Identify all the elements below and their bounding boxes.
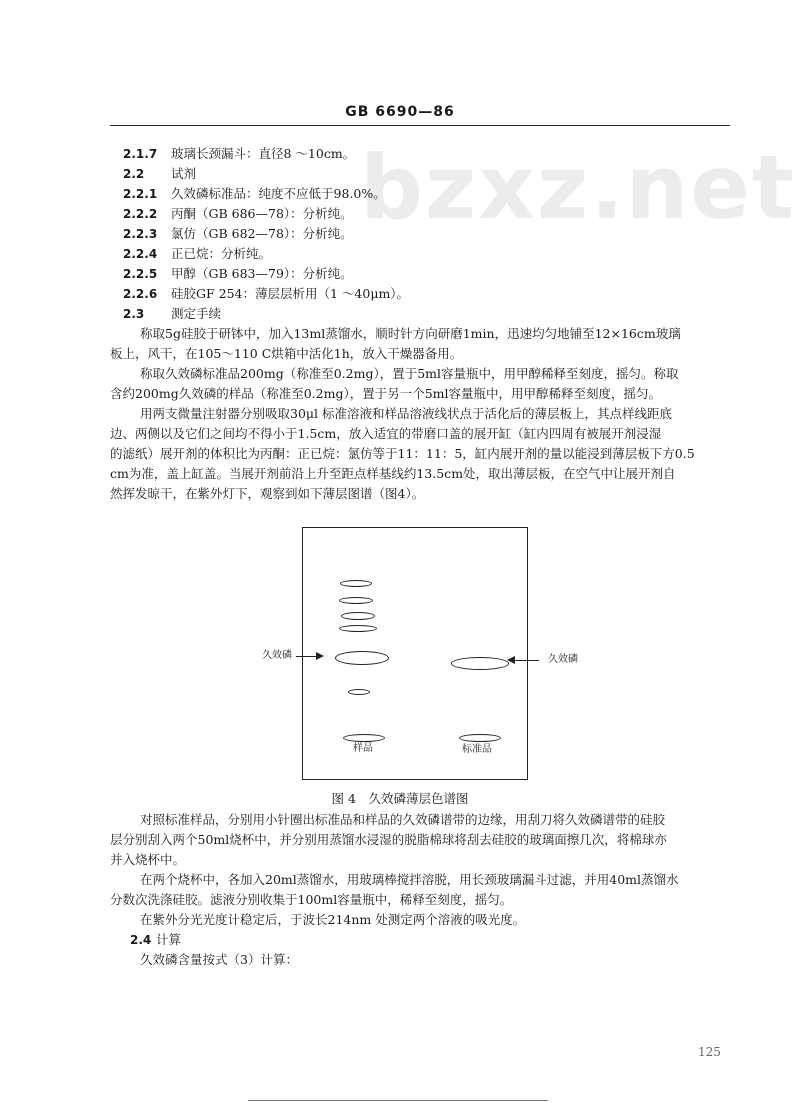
item-2-3 xyxy=(123,304,221,324)
right-arrow xyxy=(513,660,539,661)
section-title: 计算 xyxy=(156,932,182,947)
header-rule xyxy=(110,125,730,126)
item-number: 2.2.1 xyxy=(123,187,158,201)
procedure-line: 的滤纸）展开剂的体积比为丙酮：正已烷：氯仿等于11：11：5，缸内展开剂的量以能浸到薄层板下方0.5 xyxy=(110,446,695,461)
item-number: 2.3 xyxy=(123,307,145,321)
item-2-2-4 xyxy=(123,244,271,264)
procedure-line: 含约200mg久效磷的样品（称准至0.2mg），置于另一个5ml容量瓶中，用甲醇稀释至刻度，摇匀。 xyxy=(110,386,662,401)
item-text: 试剂 xyxy=(171,166,197,181)
left-arrow xyxy=(296,656,318,657)
section-2-4 xyxy=(130,930,181,950)
item-2-2-6 xyxy=(123,284,409,304)
procedure-line: 层分别刮入两个50ml烧杯中，并分别用蒸馏水浸湿的脱脂棉球将刮去硅胶的玻璃面擦几次，将棉球亦 xyxy=(110,832,667,847)
item-number: 2.2.4 xyxy=(123,247,158,261)
sample-lane-label: 样品 xyxy=(353,743,373,754)
procedure-line: 对照标准样品，分别用小针圈出标准品和样品的久效磷谱带的边缘，用刮刀将久效磷谱带的硅胶 xyxy=(140,812,666,827)
item-text: 硅胶GF 254：薄层层析用（1 ～40μm）。 xyxy=(171,286,410,301)
item-text: 氯仿（GB 682—78）：分析纯。 xyxy=(171,226,353,241)
bottom-rule xyxy=(248,1100,548,1101)
sample-monocrotophos-spot xyxy=(335,651,389,665)
item-2-2-3 xyxy=(123,224,353,244)
procedure-line: cm为准，盖上缸盖。当展开剂前沿上升至距点样基线约13.5cm处，取出薄层板，在空气中让展开剂自 xyxy=(110,466,676,481)
standard-code-header: GB 6690—86 xyxy=(345,104,455,120)
sample-spot xyxy=(341,612,375,620)
item-text: 玻璃长颈漏斗：直径8 ～10cm。 xyxy=(171,146,356,161)
left-arrow-head xyxy=(316,652,324,660)
item-2-2-1 xyxy=(123,184,386,204)
procedure-line: 在两个烧杯中，各加入20ml蒸馏水，用玻璃棒搅拌溶脱，用长颈玻璃漏斗过滤，并用40ml蒸馏水 xyxy=(140,872,679,887)
item-2-2-2 xyxy=(123,204,353,224)
item-text: 丙酮（GB 686—78）：分析纯。 xyxy=(171,206,353,221)
item-text: 甲醇（GB 683—79）：分析纯。 xyxy=(171,266,353,281)
sample-baseline-spot xyxy=(343,734,385,742)
item-2-1-7 xyxy=(123,144,355,164)
procedure-line: 分数次洗涤硅胶。滤液分别收集于100ml容量瓶中，稀释至刻度，摇匀。 xyxy=(110,892,513,907)
sample-spot xyxy=(348,689,370,695)
item-text: 正已烷：分析纯。 xyxy=(171,246,272,261)
sample-spot xyxy=(339,625,377,632)
procedure-line: 称取久效磷标准品200mg（称准至0.2mg），置于5ml容量瓶中，用甲醇稀释至刻度，摇匀。称取 xyxy=(140,366,679,381)
item-number: 2.2.3 xyxy=(123,227,158,241)
procedure-line: 称取5g硅胶于研钵中，加入13ml蒸馏水，顺时针方向研磨1min，迅速均匀地铺至12×16cm玻璃 xyxy=(140,326,681,341)
standard-monocrotophos-spot xyxy=(451,657,509,670)
sample-spot xyxy=(340,580,372,587)
item-text: 久效磷标准品：纯度不应低于98.0%。 xyxy=(171,186,386,201)
section-number: 2.4 xyxy=(130,933,152,947)
right-monocrotophos-label: 久效磷 xyxy=(548,654,578,665)
item-number: 2.1.7 xyxy=(123,147,158,161)
left-monocrotophos-label: 久效磷 xyxy=(262,650,292,661)
formula-intro: 久效磷含量按式（3）计算： xyxy=(140,952,298,967)
watermark: bzxz.net xyxy=(360,136,797,239)
sample-spot xyxy=(339,597,373,604)
standard-baseline-spot xyxy=(459,734,501,742)
procedure-line: 板上，风干，在105～110 C烘箱中活化1h，放入干燥器备用。 xyxy=(110,346,463,361)
item-number: 2.2.5 xyxy=(123,267,158,281)
figure-caption: 图 4 久效磷薄层色谱图 xyxy=(331,791,469,806)
item-2-2 xyxy=(123,164,196,184)
page-number: 125 xyxy=(698,1045,721,1059)
procedure-line: 边、两侧以及它们之间均不得小于1.5cm，放入适宜的带磨口盖的展开缸（缸内四周有被展开剂浸湿 xyxy=(110,426,662,441)
item-number: 2.2.2 xyxy=(123,207,158,221)
procedure-line: 用两支微量注射器分别吸取30μl 标准溶液和样品溶液线状点于活化后的薄层板上，其点样线距底 xyxy=(140,406,673,421)
item-number: 2.2 xyxy=(123,167,145,181)
item-2-2-5 xyxy=(123,264,353,284)
standard-lane-label: 标准品 xyxy=(462,744,492,755)
procedure-line: 然挥发晾干，在紫外灯下，观察到如下薄层图谱（图4）。 xyxy=(110,486,425,501)
procedure-line: 并入烧杯中。 xyxy=(110,852,186,867)
procedure-line: 在紫外分光光度计稳定后，于波长214nm 处测定两个溶液的吸光度。 xyxy=(140,912,526,927)
item-text: 测定手续 xyxy=(171,306,222,321)
item-number: 2.2.6 xyxy=(123,287,158,301)
tlc-plate-figure xyxy=(302,527,528,780)
